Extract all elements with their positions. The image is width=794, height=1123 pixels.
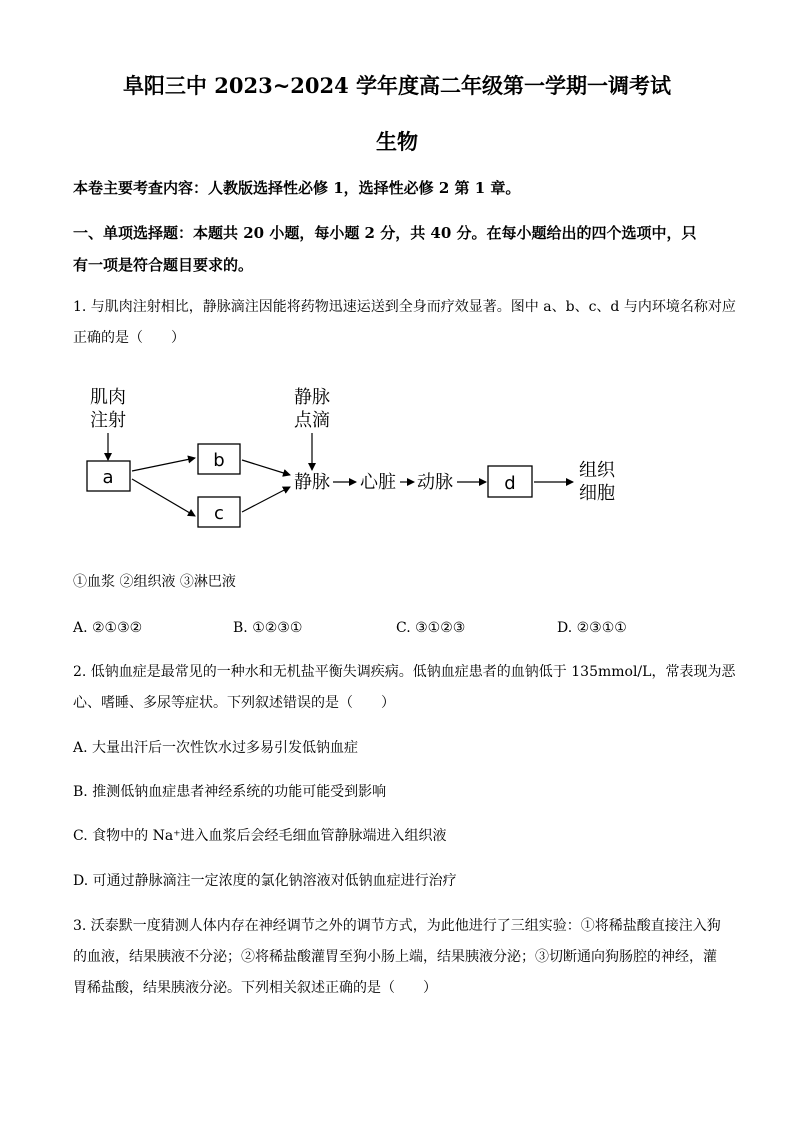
q2-option-a: A. 大量出汗后一次性饮水过多易引发低钠血症	[73, 740, 359, 756]
exam-title: 阜阳三中 2023~2024 学年度高二年级第一学期一调考试	[122, 73, 672, 98]
exam-scope: 本卷主要考查内容：人教版选择性必修 1，选择性必修 2 第 1 章。	[73, 179, 521, 197]
subject-title: 生物	[376, 129, 418, 154]
label-heart: 心脏	[360, 472, 396, 493]
label-iv-2: 点滴	[294, 410, 330, 431]
label-tissue-2: 细胞	[579, 483, 615, 504]
q3-stem-line1: 3. 沃泰默一度猜测人体内存在神经调节之外的调节方式，为此他进行了三组实验：①将稀盐酸直接注入狗	[73, 918, 721, 934]
section-heading-line2: 有一项是符合题目要求的。	[73, 256, 254, 274]
q2-stem-line1: 2. 低钠血症是最常见的一种水和无机盐平衡失调疾病。低钠血症患者的血钠低于 135mmol/L，常表现为恶	[73, 664, 736, 680]
q2-option-d: D. 可通过静脉滴注一定浓度的氯化钠溶液对低钠血症进行治疗	[73, 873, 457, 889]
box-b-label: b	[213, 450, 225, 471]
q1-diagram	[0, 370, 794, 540]
label-artery: 动脉	[417, 472, 453, 493]
label-muscle-2: 注射	[90, 410, 126, 431]
arrow-c-to-vein	[242, 487, 290, 512]
q2-option-b: B. 推测低钠血症患者神经系统的功能可能受到影响	[73, 784, 387, 800]
q1-option-b: B. ①②③①	[233, 620, 303, 636]
label-tissue-1: 组织	[579, 460, 615, 481]
q3-stem-line3: 胃稀盐酸，结果胰液分泌。下列相关叙述正确的是（ ）	[73, 980, 437, 996]
label-vein: 静脉	[294, 472, 330, 493]
q1-option-c: C. ③①②③	[396, 620, 466, 636]
section-heading-line1: 一、单项选择题：本题共 20 小题，每小题 2 分，共 40 分。在每小题给出的四个选项中，只	[73, 224, 697, 242]
box-a-label: a	[102, 467, 114, 488]
arrow-a-to-c	[132, 479, 195, 516]
box-d-label: d	[504, 473, 516, 494]
arrow-a-to-b	[132, 458, 195, 471]
label-iv-1: 静脉	[294, 387, 330, 408]
q2-option-c: C. 食物中的 Na⁺进入血浆后会经毛细血管静脉端进入组织液	[73, 828, 447, 844]
q1-legend: ①血浆 ②组织液 ③淋巴液	[73, 574, 236, 590]
box-c-label: c	[214, 503, 224, 524]
q1-option-a: A. ②①③②	[73, 620, 143, 636]
q1-stem-line1: 1. 与肌肉注射相比，静脉滴注因能将药物迅速运送到全身而疗效显著。图中 a、b、c、d 与内环境名称对应	[73, 299, 736, 315]
arrow-b-to-vein	[242, 460, 290, 475]
q3-stem-line2: 的血液，结果胰液不分泌；②将稀盐酸灌胃至狗小肠上端，结果胰液分泌；③切断通向狗肠腔的神经，灌	[73, 949, 717, 965]
label-muscle-1: 肌肉	[90, 387, 126, 408]
q1-stem-line2: 正确的是（ ）	[73, 330, 185, 346]
q1-option-d: D. ②③①①	[557, 620, 627, 636]
q2-stem-line2: 心、嗜睡、多尿等症状。下列叙述错误的是（ ）	[73, 695, 395, 711]
